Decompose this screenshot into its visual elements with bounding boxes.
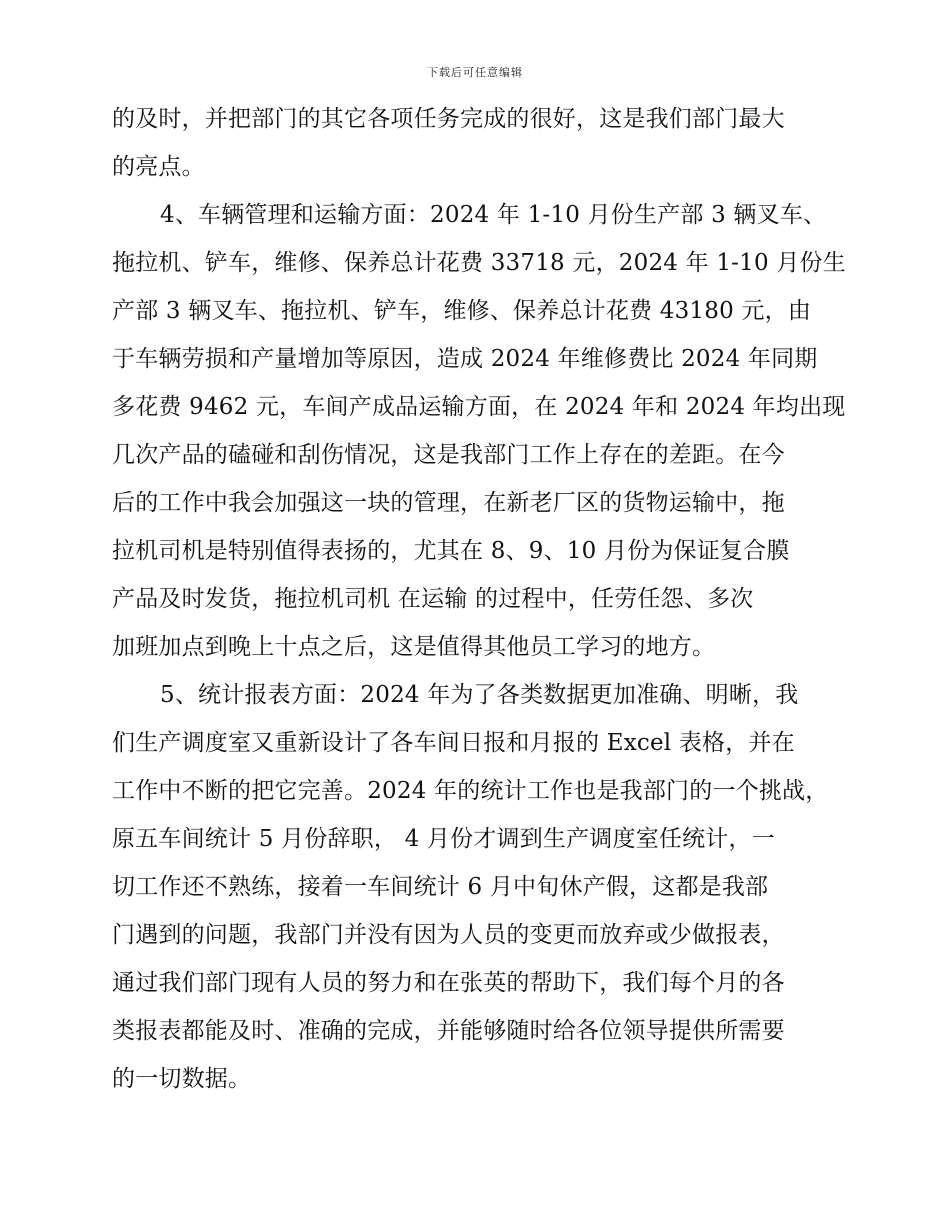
- paragraph-line: 门遇到的问题，我部门并没有因为人员的变更而放弃或少做报表，: [112, 922, 785, 948]
- paragraph-line: 的一切数据。: [112, 1066, 252, 1092]
- paragraph-line: 切工作还不熟练，接着一车间统计 6 月中旬休产假，这都是我部: [112, 874, 769, 900]
- paragraph-line: 工作中不断的把它完善。2024 年的统计工作也是我部门的一个挑战，: [112, 778, 829, 804]
- paragraph-line: 加班加点到晚上十点之后，这是值得其他员工学习的地方。: [112, 634, 716, 660]
- paragraph-line: 几次产品的磕碰和刮伤情况，这是我部门工作上存在的差距。在今: [112, 442, 785, 468]
- paragraph-line: 原五车间统计 5 月份辞职， 4 月份才调到生产调度室任统计，一: [112, 826, 775, 852]
- paragraph-line: 通过我们部门现有人员的努力和在张英的帮助下，我们每个月的各: [112, 970, 785, 996]
- paragraph-line: 产部 3 辆叉车、拖拉机、铲车，维修、保养总计花费 43180 元，由: [112, 298, 812, 324]
- paragraph-line: 4、车辆管理和运输方面：2024 年 1-10 月份生产部 3 辆叉车、: [160, 202, 827, 228]
- paragraph-line: 于车辆劳损和产量增加等原因，造成 2024 年维修费比 2024 年同期: [112, 346, 818, 372]
- paragraph-line: 后的工作中我会加强这一块的管理，在新老厂区的货物运输中，拖: [112, 490, 785, 516]
- paragraph-line: 的亮点。: [112, 154, 205, 180]
- paragraph-line: 产品及时发货，拖拉机司机 在运输 的过程中，任劳任怨、多次: [112, 586, 754, 612]
- paragraph-line: 类报表都能及时、准确的完成，并能够随时给各位领导提供所需要: [112, 1018, 785, 1044]
- paragraph-line: 们生产调度室又重新设计了各车间日报和月报的 Excel 表格，并在: [112, 730, 795, 756]
- paragraph-line: 拉机司机是特别值得表扬的，尤其在 8、9、10 月份为保证复合膜: [112, 538, 790, 564]
- paragraph-line: 5、统计报表方面：2024 年为了各类数据更加准确、明晰，我: [160, 682, 799, 708]
- header-note: 下载后可任意编辑: [427, 66, 523, 79]
- paragraph-line: 拖拉机、铲车，维修、保养总计花费 33718 元，2024 年 1-10 月份生: [112, 250, 846, 276]
- paragraph-line: 多花费 9462 元，车间产成品运输方面，在 2024 年和 2024 年均出现: [112, 394, 846, 420]
- paragraph-line: 的及时，并把部门的其它各项任务完成的很好，这是我们部门最大: [112, 106, 785, 132]
